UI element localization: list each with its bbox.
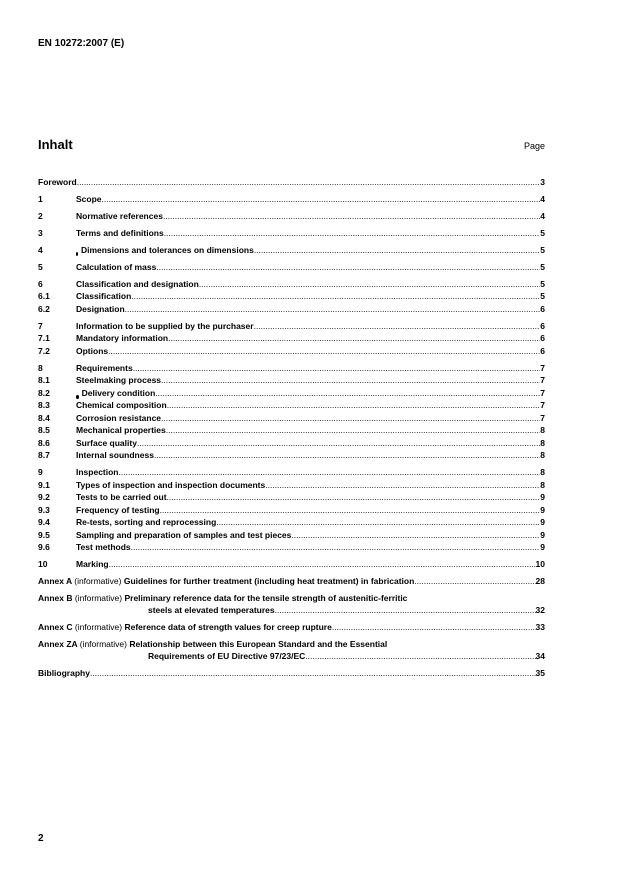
toc-entry-number: 1 [38,193,43,204]
toc-entry-number: 9.2 [38,492,50,502]
annex-heading [38,575,414,587]
toc-entry-title: Sampling and preparation of samples and test pieces [76,529,292,540]
toc-entry[interactable] [38,277,545,290]
toc-entry-title: Mechanical properties [76,425,166,435]
toc-entry-number: 8.5 [38,425,50,435]
toc-entry-title: Steelmaking process [76,375,162,385]
toc-entry-page: 9 [540,517,545,527]
annex-title-continuation [38,650,545,663]
leader-dots [166,424,541,436]
leader-dots [133,362,541,374]
annex-title: Preliminary reference data for the tensile strength of austenitic-ferritic [124,592,408,603]
leader-dots [109,558,536,570]
toc-entry-page: 4 [540,193,545,204]
annex-title: Relationship between this European Standard and the Essential [129,638,388,649]
annex-heading [38,621,332,633]
toc-entry[interactable] [38,424,545,437]
toc-entry-title: Surface quality [76,437,137,448]
leader-dots [156,261,540,273]
toc-entry[interactable] [38,290,545,303]
toc-entry-page: 33 [535,622,545,632]
toc-entry-title: Types of inspection and inspection documents [76,479,266,490]
toc-entries-list [38,175,545,570]
toc-entry-title: Inspection [76,467,119,477]
annex-title: Guidelines for further treatment (including heat treatment) in fabrication [123,576,415,586]
annex-label: Annex ZA [38,638,78,649]
toc-entry[interactable] [38,192,545,205]
toc-entry-page: 3 [540,176,545,187]
toc-entry-title: Chemical composition [76,400,167,410]
toc-entry-page: 9 [540,504,545,515]
toc-entry-number: 9.6 [38,542,50,552]
leader-dots [102,193,541,205]
leader-dots [167,491,541,503]
toc-entry-page: 8 [540,450,545,460]
toc-entry[interactable] [38,260,545,273]
toc-entry-number: 7.1 [38,333,50,343]
toc-entry-number: 7 [38,320,43,331]
toc-entry-page: 5 [540,278,545,289]
toc-entry-title: Information to be supplied by the purchaser [76,320,254,331]
toc-entry-number: 8 [38,362,43,373]
leader-dots [163,210,540,222]
toc-entry-number: 4 [38,244,43,255]
toc-entry-number: 8.6 [38,437,50,448]
toc-entry-page: 35 [535,668,545,678]
toc-entry-number: 6 [38,278,43,289]
toc-entry-number: 8.1 [38,375,50,385]
leader-dots [131,290,540,302]
toc-entry[interactable] [38,411,545,424]
annex-title-line [38,592,545,604]
toc-entry-title: Scope [76,193,102,204]
leader-dots [154,449,540,461]
toc-entry-page: 7 [540,400,545,410]
toc-entry[interactable] [38,302,545,315]
toc-entry[interactable] [38,386,545,399]
toc-entry-number: 9.5 [38,529,50,540]
annex-informative-tag: (informative) [79,638,127,649]
toc-entry-title: Options [76,345,109,356]
annex-informative-tag: (informative) [74,576,122,586]
toc-entry-page: 7 [540,412,545,423]
toc-entry-number: 9.4 [38,517,50,527]
toc-entry-page: 7 [540,387,545,398]
toc-entry-title: Re-tests, sorting and reprocessing [76,517,217,527]
toc-entry-title: Terms and definitions [76,227,164,238]
leader-dots [161,374,540,386]
annex-title-line2: steels at elevated temperatures [148,605,275,615]
toc-entry-page: 7 [540,362,545,373]
leader-dots [125,303,541,315]
toc-entry[interactable] [38,478,545,491]
toc-entry-number: 2 [38,210,43,221]
leader-dots [167,399,541,411]
toc-entry-page: 32 [535,605,545,615]
toc-entry-page: 4 [540,210,545,221]
toc-entry-page: 6 [540,320,545,331]
toc-entry-page: 5 [540,291,545,301]
toc-entry-title: Test methods [76,542,131,552]
toc-entry-title: Normative references [76,210,163,221]
leader-dots [305,650,535,662]
toc-entry-page: 34 [535,651,545,661]
toc-entry[interactable] [38,374,545,387]
toc-entry[interactable] [38,243,545,256]
toc-entry[interactable] [38,361,545,374]
toc-entry-number: 8.4 [38,412,50,423]
leader-dots [77,176,541,188]
toc-entry-title: Corrosion resistance [76,412,162,423]
toc-entry-page: 5 [540,261,545,272]
leader-dots [90,667,536,679]
annex-title-line [38,638,545,650]
toc-entry[interactable] [38,528,545,541]
toc-entry-title: Calculation of mass [76,261,157,272]
toc-entry-number: 7.2 [38,345,50,356]
leader-dots [119,466,541,478]
toc-entry-page: 8 [540,437,545,448]
toc-entry-page: 7 [540,375,545,385]
leader-dots [332,621,536,633]
annex-title-line [38,621,545,634]
page-column-label: Page [523,141,545,151]
toc-entry-page: 5 [540,244,545,255]
toc-annex-entry[interactable] [38,592,545,617]
document-id-header: EN 10272:2007 (E) [38,38,125,49]
leader-dots [160,504,541,516]
leader-dots [265,479,540,491]
toc-entry-bibliography[interactable] [38,667,545,680]
toc-entry-number: 8.7 [38,450,50,460]
toc-annex-entry[interactable] [38,621,545,634]
toc-entry-title: Requirements [76,362,133,373]
leader-dots [168,332,540,344]
toc-entry-title: Bibliography [38,668,90,678]
toc-entry-page: 28 [535,576,545,586]
toc-entry-number: 10 [38,559,48,569]
toc-entry[interactable] [38,399,545,412]
toc-entry-page: 8 [540,425,545,435]
annex-label: Annex C [38,622,73,632]
toc-entry-page: 5 [540,227,545,238]
toc-entry-page: 6 [540,345,545,356]
bullet-icon [76,252,78,256]
toc-entry-number: 3 [38,227,43,238]
toc-entry-number: 6.1 [38,291,50,301]
toc-entry-number: 9.3 [38,504,50,515]
toc-entry-page: 9 [540,542,545,552]
toc-entry-title: Marking [76,559,109,569]
annex-title-line [38,575,545,588]
leader-dots [275,604,536,616]
annex-title-line2: Requirements of EU Directive 97/23/EC [148,651,306,661]
leader-dots [161,412,540,424]
toc-entry[interactable] [38,436,545,449]
toc-entry[interactable] [38,516,545,529]
toc-entry[interactable] [38,449,545,462]
toc-entry[interactable] [38,175,545,188]
toc-entry-page: 6 [540,333,545,343]
toc-entry[interactable] [38,466,545,479]
toc-annexes-list [38,575,545,663]
toc-entry-title: Dimensions and tolerances on dimensions [80,244,254,255]
toc-entry[interactable] [38,503,545,516]
table-of-contents [38,175,545,679]
toc-entry-number: 8.3 [38,400,50,410]
leader-dots [137,437,540,449]
toc-entry[interactable] [38,332,545,345]
toc-entry-title: Internal soundness [76,450,154,460]
annex-title: Reference data of strength values for creep rupture [124,622,332,632]
toc-entry-title: Designation [76,303,125,314]
toc-entry-page: 9 [540,529,545,540]
toc-entry-title: Classification [76,291,132,301]
toc-entry[interactable] [38,226,545,239]
annex-informative-tag: (informative) [74,622,123,632]
page-number: 2 [38,833,44,844]
annex-informative-tag: (informative) [74,592,123,603]
toc-entry-title: Tests to be carried out [76,492,167,502]
toc-entry[interactable] [38,209,545,222]
toc-annex-entry[interactable] [38,575,545,588]
toc-entry-title: Classification and designation [76,278,199,289]
leader-dots [254,320,541,332]
annex-title-continuation [38,604,545,617]
toc-entry-number: 5 [38,261,43,272]
toc-entry-page: 8 [540,467,545,477]
leader-dots [108,345,540,357]
toc-entry-title: Foreword [38,176,77,187]
toc-entry-number: 9 [38,467,43,477]
leader-dots [164,227,541,239]
leader-dots [199,278,540,290]
toc-entry-number: 6.2 [38,303,50,314]
toc-entry[interactable] [38,491,545,504]
toc-entry-page: 10 [535,559,545,569]
toc-entry-title: Frequency of testing [76,504,160,515]
leader-dots [414,575,535,587]
toc-entry-title: Delivery condition [81,387,156,398]
toc-annex-entry[interactable] [38,638,545,663]
toc-entry-page: 6 [540,303,545,314]
leader-dots [291,529,540,541]
toc-entry[interactable] [38,344,545,357]
toc-heading: Inhalt [38,137,73,152]
toc-entry-title: Mandatory information [76,333,169,343]
toc-entry-page: 8 [540,479,545,490]
toc-entry[interactable] [38,541,545,554]
leader-dots [155,387,540,399]
toc-entry-number: 8.2 [38,387,50,398]
annex-label: Annex B [38,592,73,603]
leader-dots [254,244,540,256]
leader-dots [131,541,541,553]
toc-entry[interactable] [38,558,545,571]
toc-entry[interactable] [38,319,545,332]
leader-dots [216,516,540,528]
toc-entry-number: 9.1 [38,479,50,490]
bullet-icon [76,395,79,399]
toc-entry-page: 9 [540,492,545,502]
annex-label: Annex A [38,576,72,586]
